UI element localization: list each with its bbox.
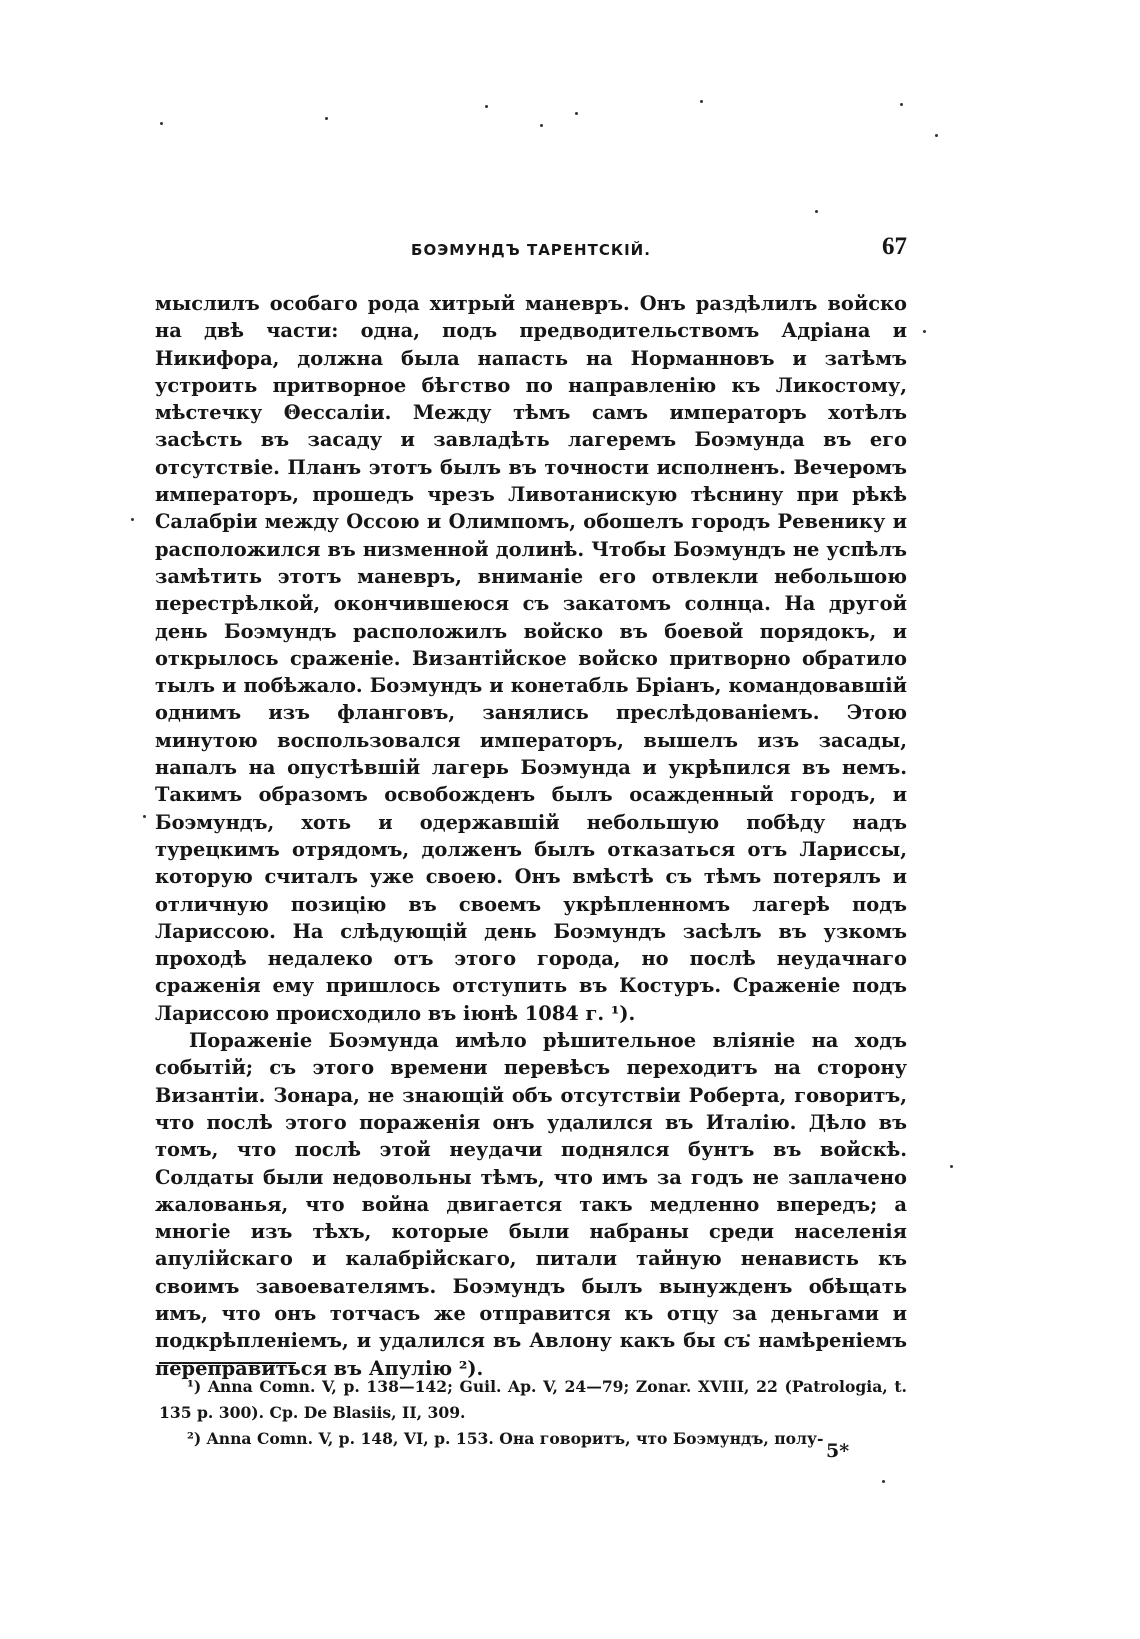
scan-speck [575,112,578,115]
running-head [155,233,907,273]
footnotes [159,1374,907,1452]
footnote: ¹) Anna Comn. V, p. 138—142; Guil. Ap. V, 24—79; Zonar. XVIII, 22 (Patrologia, t. 135 p. 300). Cp. De Blasiis, II, 309. [159,1377,907,1422]
scan-speck [160,122,163,125]
scan-speck [131,518,134,521]
body-paragraph: мыслилъ особаго рода хитрый маневръ. Онъ раздѣлилъ войско на двѣ части: одна, подъ предводительствомъ Адріана и Никифора, должна была напасть на Норманновъ и затѣмъ устроить притворное бѣгство по направленію къ Ликостому, мѣстечку Θессаліи. Между тѣмъ самъ императоръ хотѣлъ засѣсть въ засаду и завладѣть лагеремъ Боэмунда въ его отсутствіе. Планъ этотъ былъ въ точности исполненъ. Вечеромъ императоръ, прошедъ чрезъ Ливотанискую тѣснину при рѣкѣ Салабріи между Оссою и Олимпомъ, обошелъ городъ Ревенику и расположился въ низменной долинѣ. Чтобы Боэмундъ не успѣлъ замѣтить этотъ маневръ, вниманіе его отвлекли небольшою перестрѣлкой, окончившеюся съ закатомъ солнца. На другой день Боэмундъ расположилъ войско въ боевой порядокъ, и открылось сраженіе. Византійское войско притворно обратило тылъ и побѣжало. Боэмундъ и конетабль Бріанъ, командовавшій однимъ изъ фланговъ, занялись преслѣдованіемъ. Этою минутою воспользовался императоръ, вышелъ изъ засады, напалъ на опустѣвшій лагерь Боэмунда и укрѣпился въ немъ. Такимъ образомъ освобожденъ былъ осажденный городъ, и Боэмундъ, хоть и одержавшій небольшую побѣду надъ турецкимъ отрядомъ, долженъ былъ отказаться отъ Лариссы, которую считалъ уже своею. Онъ вмѣстѣ съ тѣмъ потерялъ и отличную позицію въ своемъ укрѣпленномъ лагерѣ подъ Лариссою. На слѣдующій день Боэмундъ засѣлъ въ узкомъ проходѣ недалеко отъ этого города, но послѣ неудачнаго сраженія ему пришлось отступить въ Костуръ. Сраженіе подъ Лариссою происходило въ іюнѣ 1084 г. ¹). [155,292,907,1025]
scan-speck [900,103,903,106]
scan-speck [923,330,926,333]
scan-speck [143,815,146,818]
body-text [155,290,907,1382]
scan-speck [540,124,543,127]
scan-speck [882,1480,885,1483]
scan-speck [700,100,703,103]
scan-speck [815,210,818,213]
signature-mark: 5* [826,1440,850,1462]
body-paragraph: Пораженіе Боэмунда имѣло рѣшительное вліяніе на ходъ событій; съ этого времени перевѣсъ переходитъ на сторону Византіи. Зонара, не знающій объ отсутствіи Роберта, говоритъ, что послѣ этого пораженія онъ удалился въ Италію. Дѣло въ томъ, что послѣ этой неудачи поднялся бунтъ въ войскѣ. Солдаты были недовольны тѣмъ, что имъ за годъ не заплачено жалованья, что война двигается такъ медленно впередъ; а многіе изъ тѣхъ, которые были набраны среди населенія апулійскаго и калабрійскаго, питали тайную ненависть къ своимъ завоевателямъ. Боэмундъ былъ вынужденъ обѣщать имъ, что онъ тотчасъ же отправится къ отцу за деньгами и подкрѣпленіемъ, и удалился въ Авлону какъ бы съ намѣреніемъ переправиться въ Апулію ²). [155,1029,907,1380]
running-title: БОЭМУНДЪ ТАРЕНТСКІЙ. [411,241,651,259]
page-number: 67 [882,233,907,260]
scan-speck [935,134,938,137]
scan-speck [950,1165,953,1168]
scan-speck [325,117,328,120]
footnote: ²) Anna Comn. V, p. 148, VI, p. 153. Она говоритъ, что Боэмундъ, полу- [187,1429,824,1448]
footnote-separator [159,1362,296,1364]
scan-speck [485,105,488,108]
